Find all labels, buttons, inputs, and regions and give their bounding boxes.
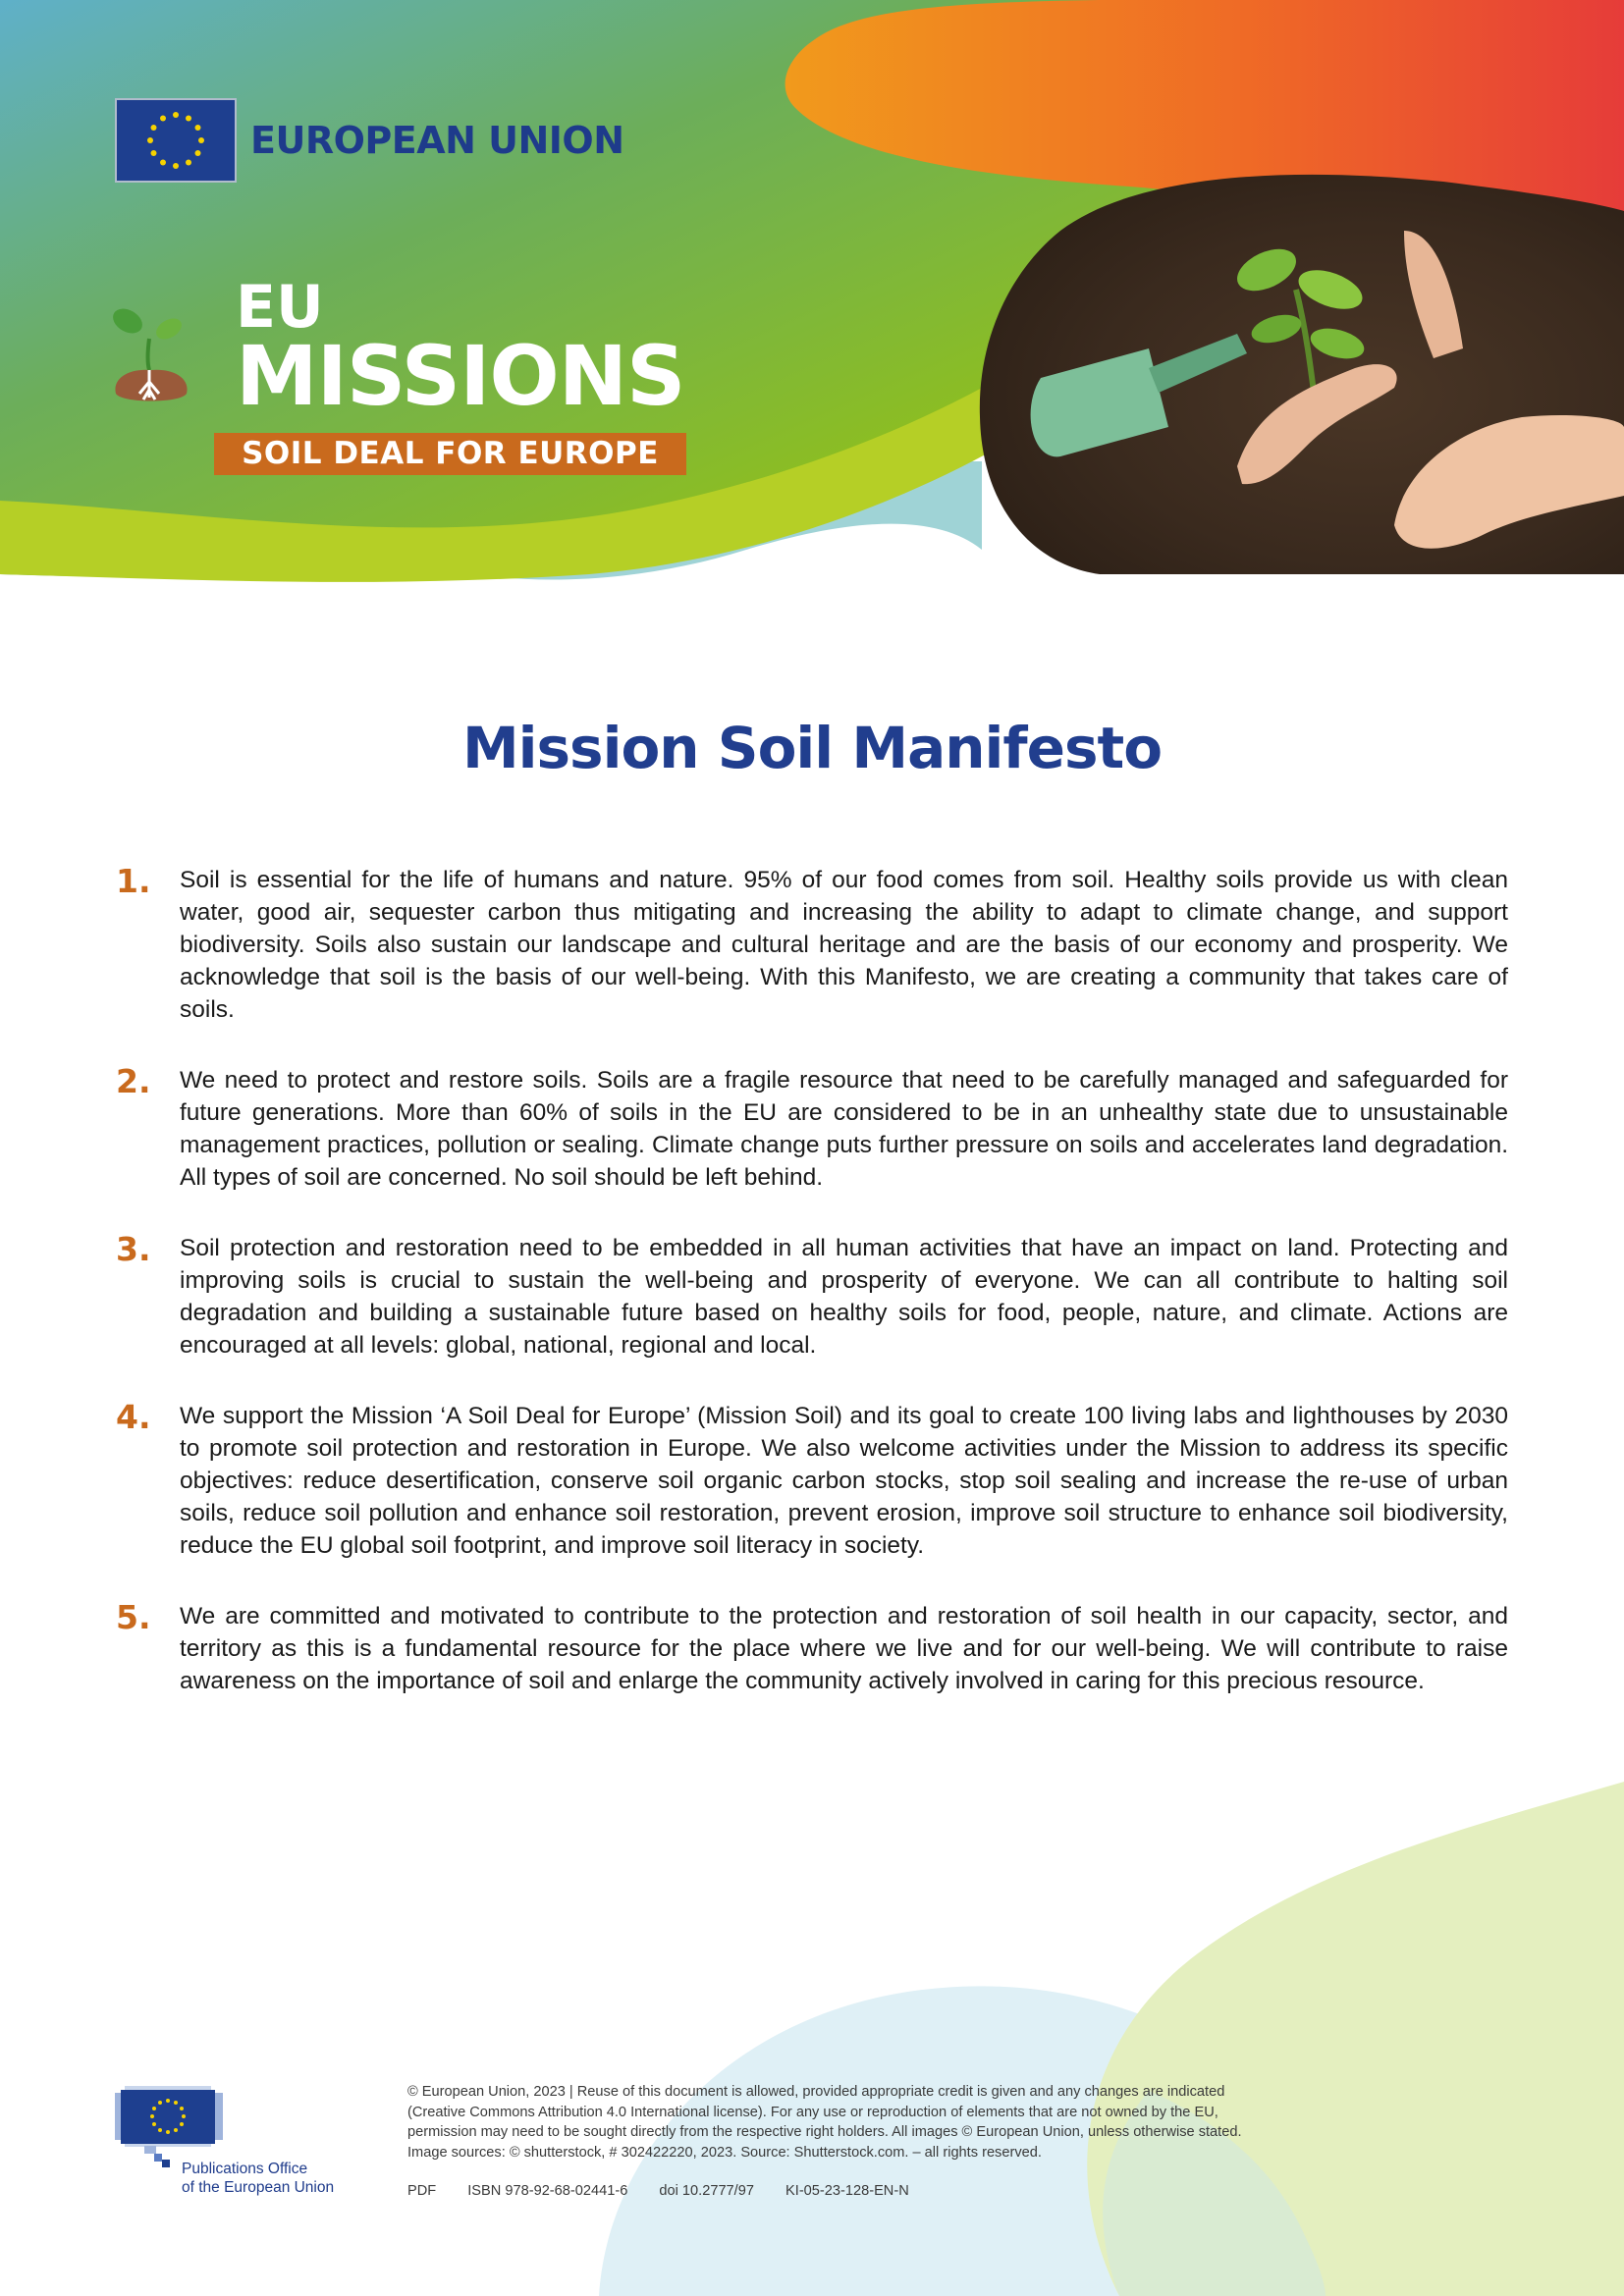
manifesto-item xyxy=(116,1064,1508,1194)
eu-missions-eu-word: EU xyxy=(236,273,324,342)
legal-notice xyxy=(407,2082,1330,2163)
legal-line: © European Union, 2023 | Reuse of this document is allowed, provided appropriate credit is given and any changes are indicated xyxy=(407,2084,1225,2100)
seedling-soil-icon xyxy=(112,299,190,407)
item-text: We are committed and motivated to contribute to the protection and restoration of soil health in our capacity, sector, and territory as this is a fundamental resource for the place where we live and for our well-being. We will contribute to raise awareness on the importance of soil and enlarge the community actively involved in caring for this precious resource. xyxy=(180,1603,1508,1694)
legal-line: Image sources: © shutterstock, # 302422220, 2023. Source: Shutterstock.com. – all rights reserved. xyxy=(407,2144,1042,2161)
isbn-label: ISBN 978-92-68-02441-6 xyxy=(467,2183,628,2199)
item-text: Soil is essential for the life of humans and nature. 95% of our food comes from soil. Healthy soils provide us with clean water, good air, sequester carbon thus mitigating and increasing the ability to adapt to climate change, and support biodiversity. Soils also sustain our landscape and cultural heritage and are the basis of our economy and prosperity. We acknowledge that soil is the basis of our well-being. With this Manifesto, we are creating a community that takes care of soils. xyxy=(180,867,1508,1023)
manifesto-item xyxy=(116,864,1508,1026)
eu-flag-icon xyxy=(115,98,237,183)
catalogue-label: KI-05-23-128-EN-N xyxy=(785,2183,909,2199)
legal-line: (Creative Commons Attribution 4.0 International license). For any use or reproduction of elements that are not owned by the EU, xyxy=(407,2104,1218,2120)
eu-label: EUROPEAN UNION xyxy=(250,119,624,162)
publisher-line-1: Publications Office xyxy=(182,2161,308,2177)
eu-missions-missions-word: MISSIONS xyxy=(236,328,685,424)
item-number: 4. xyxy=(116,1398,151,1436)
item-number: 5. xyxy=(116,1598,151,1636)
publisher-line-2: of the European Union xyxy=(182,2179,335,2196)
soil-planting-photo xyxy=(972,172,1624,584)
publications-office-label xyxy=(182,2160,334,2197)
legal-line: permission may need to be sought directly from the respective right holders. All images © European Union, unless otherwise stated. xyxy=(407,2124,1242,2140)
item-text: Soil protection and restoration need to be embedded in all human activities that have an impact on land. Protecting and improving soils is crucial to sustain the well-being and prosperity of everyone. We can all contribute to halting soil degradation and building a sustainable future based on healthy soils for food, people, nature, and climate. Actions are encouraged at all levels: global, national, regional and local. xyxy=(180,1235,1508,1359)
publication-identifiers xyxy=(407,2183,937,2199)
page-title: Mission Soil Manifesto xyxy=(461,715,1163,781)
item-number: 1. xyxy=(116,862,151,900)
item-number: 2. xyxy=(116,1062,151,1100)
item-number: 3. xyxy=(116,1230,151,1268)
manifesto-list xyxy=(116,864,1508,1735)
soil-deal-banner: SOIL DEAL FOR EUROPE xyxy=(214,433,686,475)
item-text: We support the Mission ‘A Soil Deal for Europe’ (Mission Soil) and its goal to create 100 living labs and lighthouses by 2030 to promote soil protection and restoration in Europe. We also welcome activities under the Mission to address its specific objectives: reduce desertification, conserve soil organic carbon stocks, stop soil sealing and increase the re-use of urban soils, reduce soil pollution and enhance soil restoration, prevent erosion, improve soil structure to enhance soil biodiversity, reduce the EU global soil footprint, and improve soil literacy in society. xyxy=(180,1403,1508,1559)
format-label: PDF xyxy=(407,2183,437,2199)
manifesto-item xyxy=(116,1600,1508,1697)
manifesto-item xyxy=(116,1400,1508,1562)
item-text: We need to protect and restore soils. Soils are a fragile resource that need to be carefully managed and safeguarded for future generations. More than 60% of soils in the EU are considered to be in an unhealthy state due to unsustainable management practices, pollution or sealing. Climate change puts further pressure on soils and accelerates land degradation. All types of soil are concerned. No soil should be left behind. xyxy=(180,1067,1508,1191)
eu-logo xyxy=(115,98,624,183)
doi-label: doi 10.2777/97 xyxy=(659,2183,754,2199)
manifesto-item xyxy=(116,1232,1508,1362)
